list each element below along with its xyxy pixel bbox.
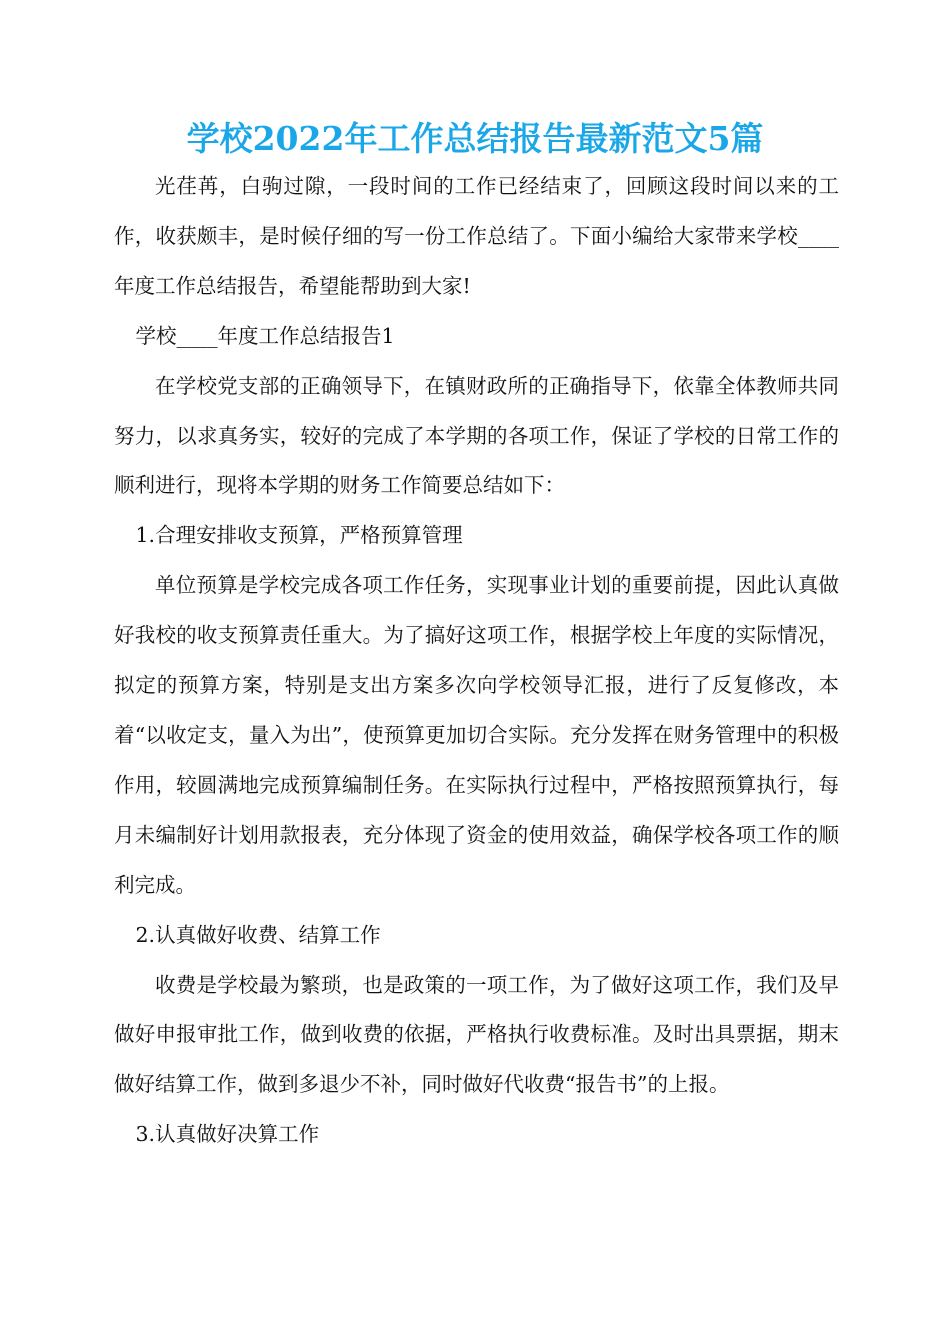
section-3-heading: 3.认真做好决算工作 [135,1122,320,1147]
section-1-paragraph: 单位预算是学校完成各项工作任务，实现事业计划的重要前提，因此认真做好我校的收支预算责任重大。为了搞好这项工作，根据学校上年度的实际情况，拟定的预算方案，特别是支出方案多次向学校领导汇报，进行了反复修改，本着“以收定支，量入为出”，使预算更加切合实际。充分发挥在财务管理中的积极作用，较圆满地完成预算编制任务。在实际执行过程中，严格按照预算执行，每月未编制好计划用款报表，充分体现了资金的使用效益，确保学校各项工作的顺利完成。 [114,573,839,897]
document-body [114,162,839,1160]
document-title: 学校2022年工作总结报告最新范文5篇 [186,119,764,158]
section-2-paragraph: 收费是学校最为繁琐，也是政策的一项工作，为了做好这项工作，我们及早做好申报审批工作，做到收费的依据，严格执行收费标准。及时出具票据，期末做好结算工作，做到多退少不补，同时做好代收费“报告书”的上报。 [114,972,839,1097]
intro-paragraph: 光荏苒，白驹过隙，一段时间的工作已经结束了，回顾这段时间以来的工作，收获颇丰，是时候仔细的写一份工作总结了。下面小编给大家带来学校____年度工作总结报告，希望能帮助到大家! [114,174,839,298]
section-2-heading: 2.认真做好收费、结算工作 [135,922,381,947]
section-1-heading: 1.合理安排收支预算，严格预算管理 [135,523,463,548]
report-heading: 学校____年度工作总结报告1 [135,323,395,348]
report-intro-paragraph: 在学校党支部的正确领导下，在镇财政所的正确指导下，依靠全体教师共同努力，以求真务实，较好的完成了本学期的各项工作，保证了学校的日常工作的顺利进行，现将本学期的财务工作简要总结如下： [114,373,839,498]
